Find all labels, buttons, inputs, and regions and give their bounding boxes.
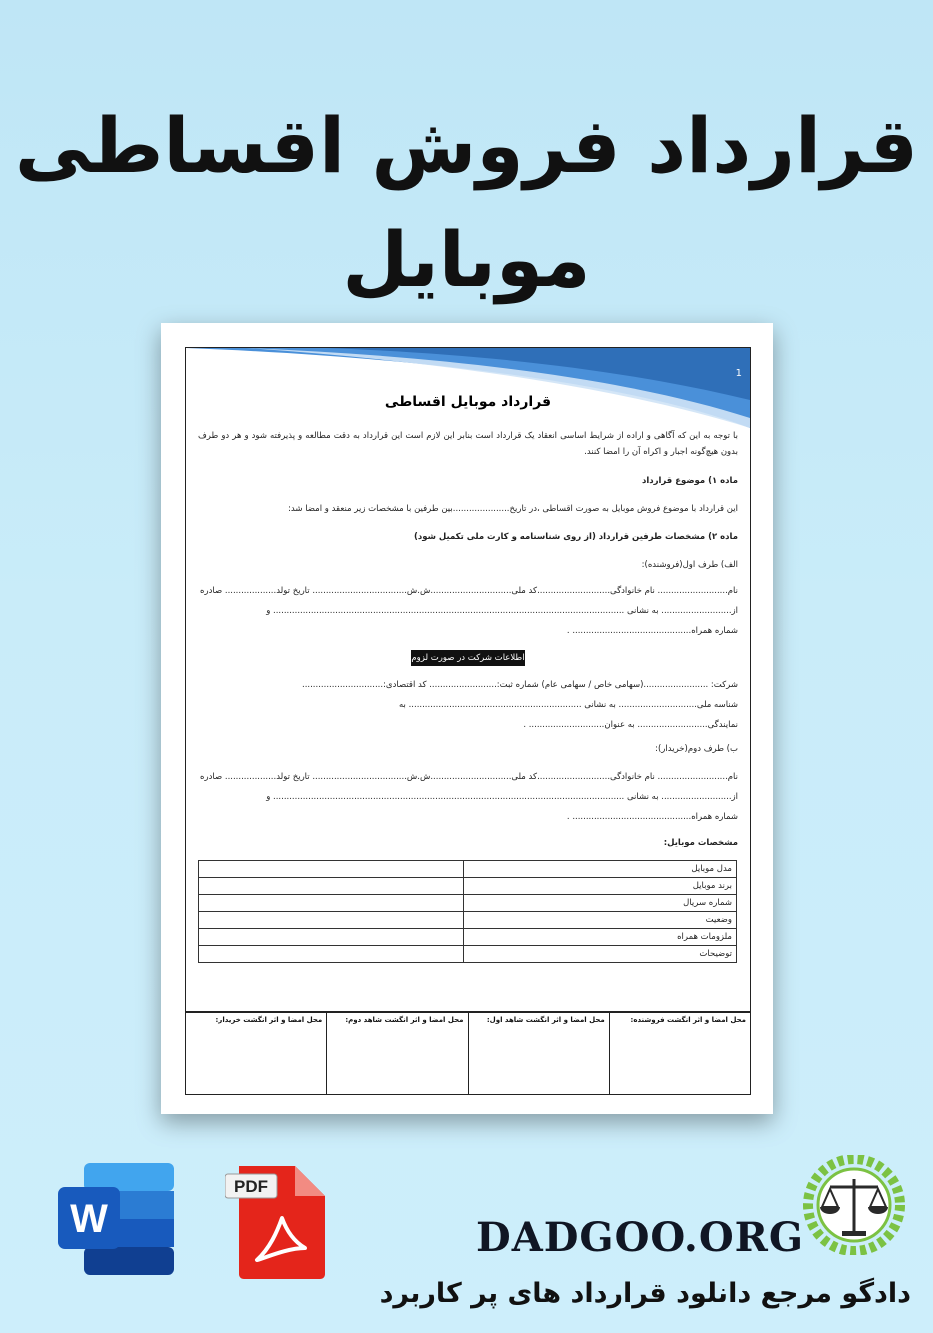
- signature-buyer: محل امضا و اثر انگشت خریدار:: [215, 1016, 323, 1024]
- document-preview: [161, 323, 773, 1114]
- page-number: 1: [735, 368, 742, 379]
- tagline: دادگو مرجع دانلود قرارداد های پر کاربرد: [379, 1278, 911, 1309]
- specs-table: [198, 860, 737, 963]
- table-row: [199, 929, 737, 946]
- pdf-label: PDF: [234, 1177, 268, 1196]
- spec-label: مدل موبایل: [464, 861, 737, 878]
- table-row: [199, 946, 737, 963]
- company-info-banner: اطلاعات شرکت در صورت لزوم: [411, 650, 525, 666]
- article1-title: ماده ۱) موضوع قرارداد: [641, 476, 738, 486]
- spec-value-cell: [199, 861, 464, 878]
- seller-line-3: شماره همراه............................................ .: [566, 626, 738, 636]
- spec-label: برند موبایل: [464, 878, 737, 895]
- intro-paragraph: با توجه به این که آگاهی و اراده از شرایط اساسی انعقاد یک قرارداد است بنابر این لازم است این قرارداد به دقت مطالعه و پذیرفته شود و هر دو طرف بدون هیچ‌گونه اجبار و اکراه آن را امضا کنند.: [198, 431, 738, 457]
- buyer-line-3: شماره همراه............................................ .: [566, 812, 738, 822]
- spec-value-cell: [199, 878, 464, 895]
- spec-label: وضعیت: [464, 912, 737, 929]
- page-title-line1: قرارداد فروش اقساطی: [14, 101, 919, 190]
- pdf-icon: [225, 1162, 329, 1280]
- spec-value-cell: [199, 929, 464, 946]
- seller-line-2: از.......................... به نشانی .................................................................................................................................. و: [266, 606, 738, 616]
- buyer-line-2: از.......................... به نشانی .................................................................................................................................. و: [266, 792, 738, 802]
- document-title: قرارداد موبایل اقساطی: [384, 394, 552, 410]
- company-line-2: شناسه ملی............................. به نشانی ................................................................ به: [398, 700, 738, 710]
- table-row: [199, 878, 737, 895]
- header-wave-decoration: [186, 348, 750, 428]
- spec-label: شماره سریال: [464, 895, 737, 912]
- word-icon: [58, 1163, 178, 1275]
- buyer-heading: ب) طرف دوم(خریدار):: [655, 744, 738, 754]
- spec-value-cell: [199, 912, 464, 929]
- page-title-line2: موبایل: [342, 215, 591, 304]
- company-line-3: نمایندگی.......................... به عنوان............................ .: [523, 720, 738, 730]
- specs-title: مشخصات موبایل:: [663, 838, 738, 848]
- document-frame: [185, 347, 751, 1095]
- signature-area: [186, 1011, 750, 1095]
- spec-label: ملزومات همراه: [464, 929, 737, 946]
- brand-name: DADGOO.ORG: [476, 1214, 805, 1261]
- word-letter: W: [70, 1197, 108, 1241]
- signature-witness-1: محل امضا و اثر انگشت شاهد اول:: [468, 1013, 609, 1095]
- article1-text: این قرارداد با موضوع فروش موبایل به صورت اقساطی ،در تاریخ.....................بین طرفین با مشخصات زیر منعقد و امضا شد:: [288, 504, 738, 514]
- seller-heading: الف) طرف اول(فروشنده):: [641, 560, 738, 570]
- signature-seller: محل امضا و اثر انگشت فروشنده:: [609, 1013, 750, 1095]
- seller-line-1: نام.......................... نام خانوادگی...........................کد ملی..............................ش.ش................................... تاریخ تولد................... صادره: [200, 586, 738, 596]
- article2-title: ماده ۲) مشخصات طرفین قرارداد (از روی شناسنامه و کارت ملی تکمیل شود): [414, 532, 738, 542]
- scales-logo-icon: [790, 1155, 918, 1255]
- spec-value-cell: [199, 946, 464, 963]
- buyer-line-1: نام.......................... نام خانوادگی...........................کد ملی..............................ش.ش................................... تاریخ تولد................... صادره: [200, 772, 738, 782]
- spec-value-cell: [199, 895, 464, 912]
- company-line-1: شرکت: ........................(سهامی خاص / سهامی عام) شماره ثبت:......................... کد اقتصادی:..............................: [302, 680, 738, 690]
- spec-label: توضیحات: [464, 946, 737, 963]
- table-row: [199, 861, 737, 878]
- signature-witness-2: محل امضا و اثر انگشت شاهد دوم:: [326, 1013, 467, 1095]
- table-row: [199, 895, 737, 912]
- table-row: [199, 912, 737, 929]
